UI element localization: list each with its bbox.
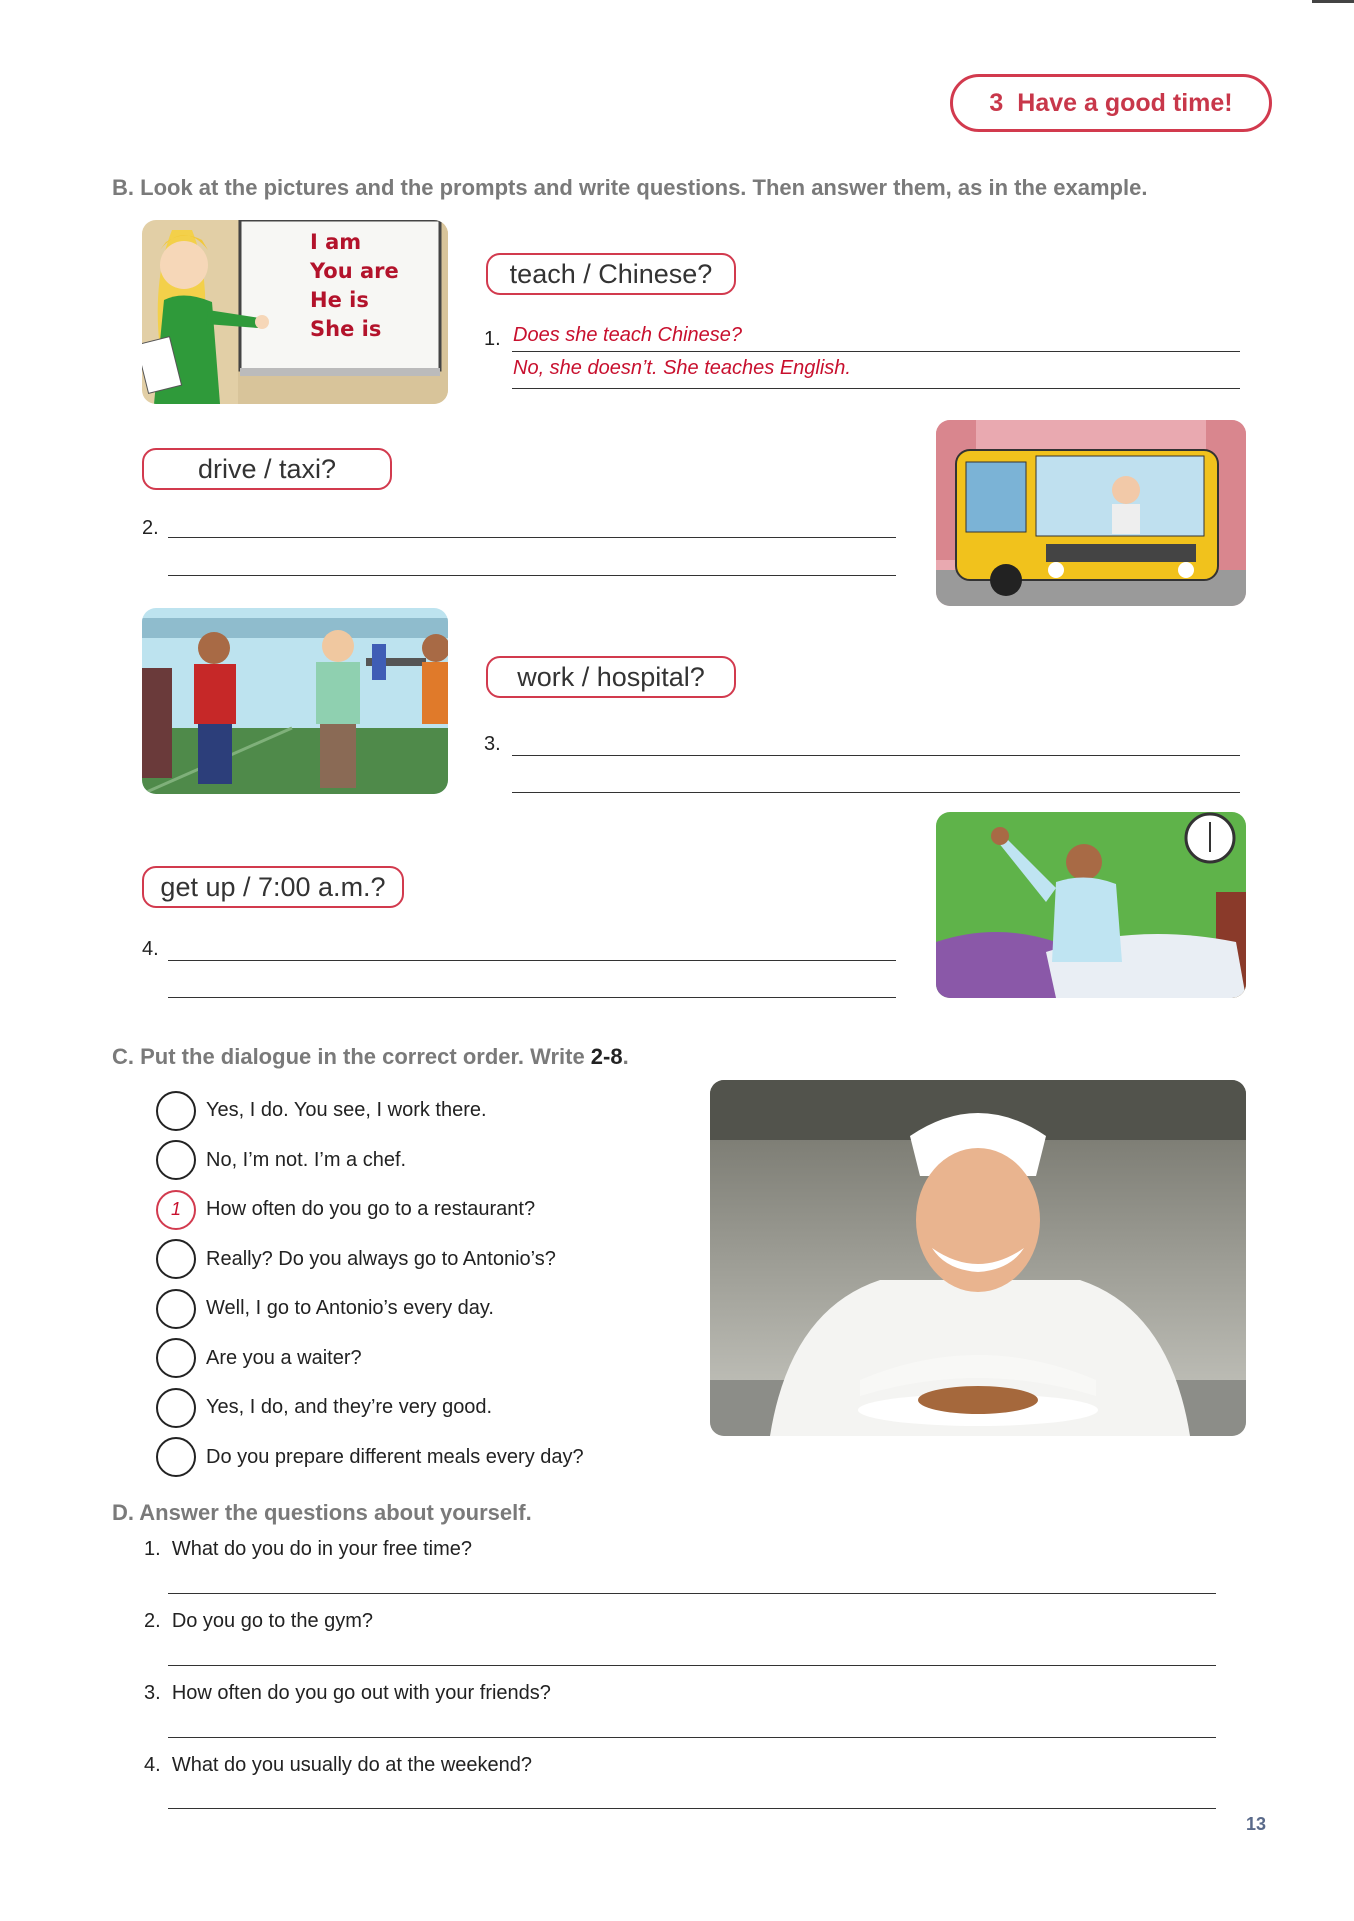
answer-line[interactable] [168, 1665, 1216, 1666]
section-d-instruction: Answer the questions about yourself. [139, 1500, 532, 1525]
section-d-heading [112, 1500, 532, 1526]
dialogue-item [156, 1433, 584, 1483]
dialogue-item [156, 1136, 584, 1186]
dialogue-text: Well, I go to Antonio’s every day. [206, 1297, 494, 1320]
prompt-2: drive / taxi? [142, 448, 392, 490]
prompt-1: teach / Chinese? [486, 253, 736, 295]
page-number: 13 [1246, 1814, 1267, 1834]
question-number: 1. [144, 1538, 161, 1560]
unit-number: 3 [989, 88, 1004, 117]
answer-line[interactable] [168, 997, 896, 998]
question-number: 2. [144, 1610, 161, 1632]
question-1 [144, 1538, 472, 1561]
section-b-instruction: Look at the pictures and the prompts and write questions. Then answer them, as in the example. [140, 175, 1148, 200]
dialogue-text: Do you prepare different meals every day? [206, 1445, 584, 1468]
item-2-number: 2. [142, 517, 159, 539]
order-circle[interactable] [156, 1388, 196, 1428]
dialogue-item [156, 1284, 584, 1334]
answer-line [512, 388, 1240, 389]
dialogue-text: Yes, I do, and they’re very good. [206, 1396, 493, 1419]
example-answer-reply: No, she doesn’t. She teaches English. [513, 357, 851, 379]
dialogue-text: No, I’m not. I’m a chef. [206, 1148, 407, 1171]
bus-picture [936, 420, 1246, 606]
dialogue-text: Yes, I do. You see, I work there. [206, 1099, 487, 1122]
item-4-number: 4. [142, 938, 159, 960]
prompt-3: work / hospital? [486, 656, 736, 698]
section-c-period: . [622, 1044, 629, 1069]
answer-line [512, 351, 1240, 352]
wake-up-picture [936, 812, 1246, 998]
order-circle[interactable] [156, 1239, 196, 1279]
order-circle[interactable] [156, 1091, 196, 1131]
board-line-2: You are [310, 259, 399, 283]
unit-badge [950, 74, 1272, 132]
order-circle[interactable] [156, 1289, 196, 1329]
answer-line[interactable] [168, 575, 896, 576]
answer-line[interactable] [168, 537, 896, 538]
dialogue-list [156, 1086, 584, 1482]
answer-line[interactable] [168, 1737, 1216, 1738]
answer-line[interactable] [512, 792, 1240, 793]
answer-line[interactable] [168, 1593, 1216, 1594]
gym-picture [142, 608, 448, 794]
section-b-heading [112, 175, 1147, 201]
chef-photo [710, 1080, 1246, 1436]
order-circle[interactable] [156, 1437, 196, 1477]
dialogue-text: Really? Do you always go to Antonio’s? [206, 1247, 556, 1270]
order-circle[interactable] [156, 1338, 196, 1378]
prompt-4: get up / 7:00 a.m.? [142, 866, 404, 908]
dialogue-item [156, 1383, 584, 1433]
dialogue-text: How often do you go to a restaurant? [206, 1198, 536, 1221]
item-1-number: 1. [484, 328, 501, 350]
page-corner-mark [1312, 0, 1354, 3]
question-text: What do you usually do at the weekend? [171, 1754, 533, 1776]
section-b-letter: B. [112, 175, 134, 200]
item-3-number: 3. [484, 733, 501, 755]
question-4 [144, 1754, 532, 1777]
question-number: 4. [144, 1754, 161, 1776]
teacher-picture [142, 220, 448, 404]
question-text: How often do you go out with your friends? [171, 1682, 551, 1704]
board-line-3: He is [310, 288, 369, 312]
section-c-range: 2-8 [590, 1044, 623, 1069]
unit-title: Have a good time! [1017, 88, 1233, 117]
dialogue-item [156, 1185, 584, 1235]
section-c-heading [112, 1044, 629, 1070]
answer-line[interactable] [168, 960, 896, 961]
answer-line[interactable] [512, 755, 1240, 756]
section-c-instruction: Put the dialogue in the correct order. Write [140, 1044, 591, 1069]
question-2 [144, 1610, 373, 1633]
dialogue-item [156, 1334, 584, 1384]
example-answer-question: Does she teach Chinese? [513, 324, 743, 346]
question-number: 3. [144, 1682, 161, 1704]
dialogue-item [156, 1235, 584, 1285]
answer-line[interactable] [168, 1808, 1216, 1809]
order-circle[interactable] [156, 1140, 196, 1180]
board-line-4: She is [310, 317, 382, 341]
order-circle-example: 1 [156, 1190, 196, 1230]
board-line-1: I am [310, 230, 362, 254]
section-d-letter: D. [112, 1500, 134, 1525]
question-3 [144, 1682, 551, 1705]
question-text: What do you do in your free time? [171, 1538, 472, 1560]
dialogue-text: Are you a waiter? [206, 1346, 362, 1369]
whiteboard-text [310, 228, 399, 344]
section-c-letter: C. [112, 1044, 134, 1069]
dialogue-item [156, 1086, 584, 1136]
question-text: Do you go to the gym? [171, 1610, 374, 1632]
